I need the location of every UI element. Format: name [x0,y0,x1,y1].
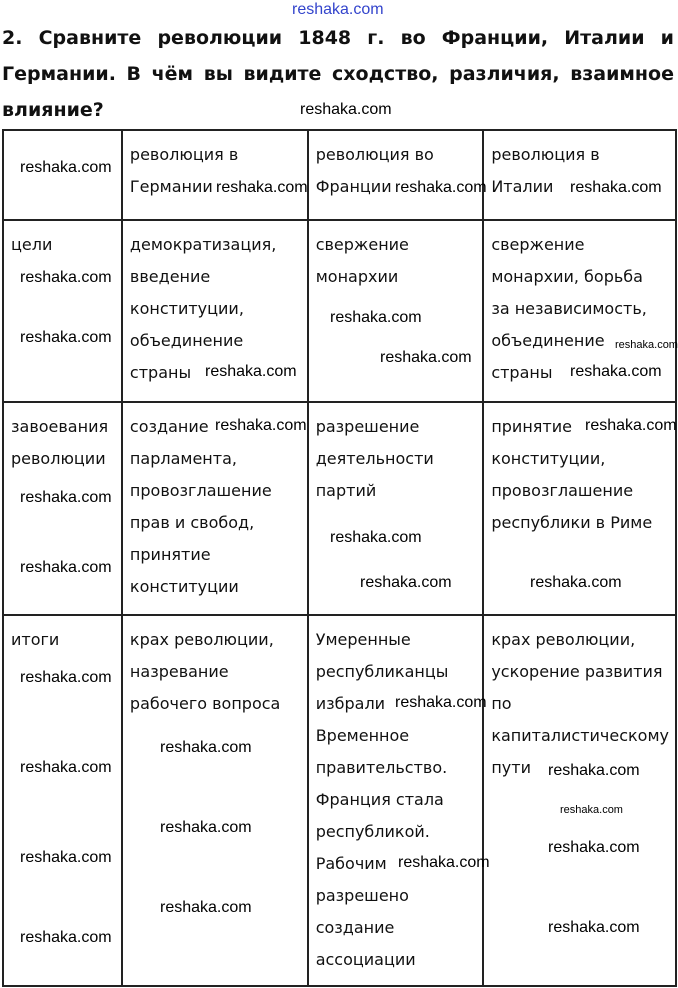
cell-text-line: создание [315,918,395,937]
watermark-text: reshaka.com [20,929,112,946]
watermark-text: reshaka.com [585,417,677,434]
cell-text-line: правительство. [315,758,448,777]
cell-text-line: партий [315,481,377,500]
watermark-text: reshaka.com [330,529,422,546]
watermark-text: reshaka.com [160,739,252,756]
table-cell [122,130,308,220]
cell-text-line: избрали [315,694,386,713]
watermark-text: reshaka.com [205,363,297,380]
cell-text-line: итоги [11,630,60,649]
cell-text-line: Временное [315,726,410,745]
cell-text-line: объединение [491,331,605,350]
watermark-text: reshaka.com [216,179,308,196]
table-cell [308,130,484,220]
watermark-text: reshaka.com [330,309,422,326]
cell-text-line: крах революции, [491,630,636,649]
cell-text-line: назревание [129,662,229,681]
watermark-text: reshaka.com [292,1,384,18]
cell-text-line: свержение [491,235,585,254]
cell-text-line: крах революции, [129,630,274,649]
cell-text-line: страны [491,363,553,382]
table-cell [3,220,122,402]
cell-text-line: за независимость, [491,299,647,318]
cell-text-line: ускорение развития [491,662,663,681]
watermark-text: reshaka.com [360,574,452,591]
cell-text-line: монархии, борьба [491,267,643,286]
cell-text-line: капиталистическому [491,726,669,745]
table-cell [122,615,308,986]
cell-text-line: создание [129,417,209,436]
watermark-text: reshaka.com [20,559,112,576]
watermark-text: reshaka.com [570,363,662,380]
watermark-text: reshaka.com [300,101,392,118]
cell-text-line: Умеренные [315,630,411,649]
cell-text-line: конституции, [129,299,244,318]
cell-text-line: провозглашение [129,481,272,500]
cell-text-line: республикой. [315,822,430,841]
cell-text-line: прав и свобод, [129,513,255,532]
cell-text-line: Германии [129,177,213,196]
cell-text-line: разрешение [315,417,420,436]
cell-text-line: разрешено [315,886,409,905]
watermark-text: reshaka.com [215,417,307,434]
cell-text-line: провозглашение [491,481,634,500]
cell-text-line: введение [129,267,211,286]
watermark-text: reshaka.com [20,269,112,286]
watermark-text: reshaka.com [20,669,112,686]
cell-text-line: Франция стала [315,790,444,809]
cell-text-line: республиканцы [315,662,449,681]
cell-text-line: пути [491,758,531,777]
table-cell [483,130,676,220]
cell-text-line: объединение [129,331,244,350]
watermark-text: reshaka.com [530,574,622,591]
cell-text-line: рабочего вопроса [129,694,281,713]
watermark-text: reshaka.com [395,694,487,711]
watermark-text: reshaka.com [20,329,112,346]
cell-text-line: конституции, [491,449,606,468]
cell-text-line: революции [11,449,106,468]
cell-text-line: революция в [129,145,239,164]
watermark-text: reshaka.com [548,919,640,936]
cell-text-line: ассоциации [315,950,416,969]
cell-text-line: страны [129,363,192,382]
table-cell [308,615,484,986]
cell-text-line: свержение [315,235,409,254]
watermark-text: reshaka.com [20,159,112,176]
watermark-text: reshaka.com [398,854,490,871]
cell-text-line: деятельности [315,449,434,468]
watermark-text: reshaka.com [395,179,487,196]
cell-text-line: Италии [491,177,554,196]
watermark-text: reshaka.com [548,839,640,856]
watermark-text: reshaka.com [20,759,112,776]
cell-text-line: цели [11,235,53,254]
watermark-text: reshaka.com [615,339,678,351]
cell-text-line: демократизация, [129,235,277,254]
watermark-text: reshaka.com [20,849,112,866]
cell-text-line: парламента, [129,449,237,468]
cell-text-line: по [491,694,512,713]
cell-text-line: Рабочим [315,854,387,873]
task-title: 2. Сравните революции 1848 г. во Франции, Италии и Германии. В чём вы видите сходство, различия, взаимное влияние? [2,27,674,121]
watermark-text: reshaka.com [160,899,252,916]
watermark-text: reshaka.com [380,349,472,366]
cell-text-line: конституции [129,577,239,596]
cell-text-line: завоевания [11,417,109,436]
cell-text-line: революция в [491,145,600,164]
watermark-text: reshaka.com [160,819,252,836]
cell-text-line: монархии [315,267,399,286]
watermark-text: reshaka.com [548,762,640,779]
watermark-text: reshaka.com [20,489,112,506]
watermark-text: reshaka.com [560,804,623,816]
cell-text-line: принятие [491,417,572,436]
cell-text-line: принятие [129,545,211,564]
cell-text-line: республики в Риме [491,513,653,532]
cell-text-line: революция во [315,145,434,164]
cell-text-line: Франции [315,177,392,196]
table-cell [3,402,122,615]
watermark-text: reshaka.com [570,179,662,196]
